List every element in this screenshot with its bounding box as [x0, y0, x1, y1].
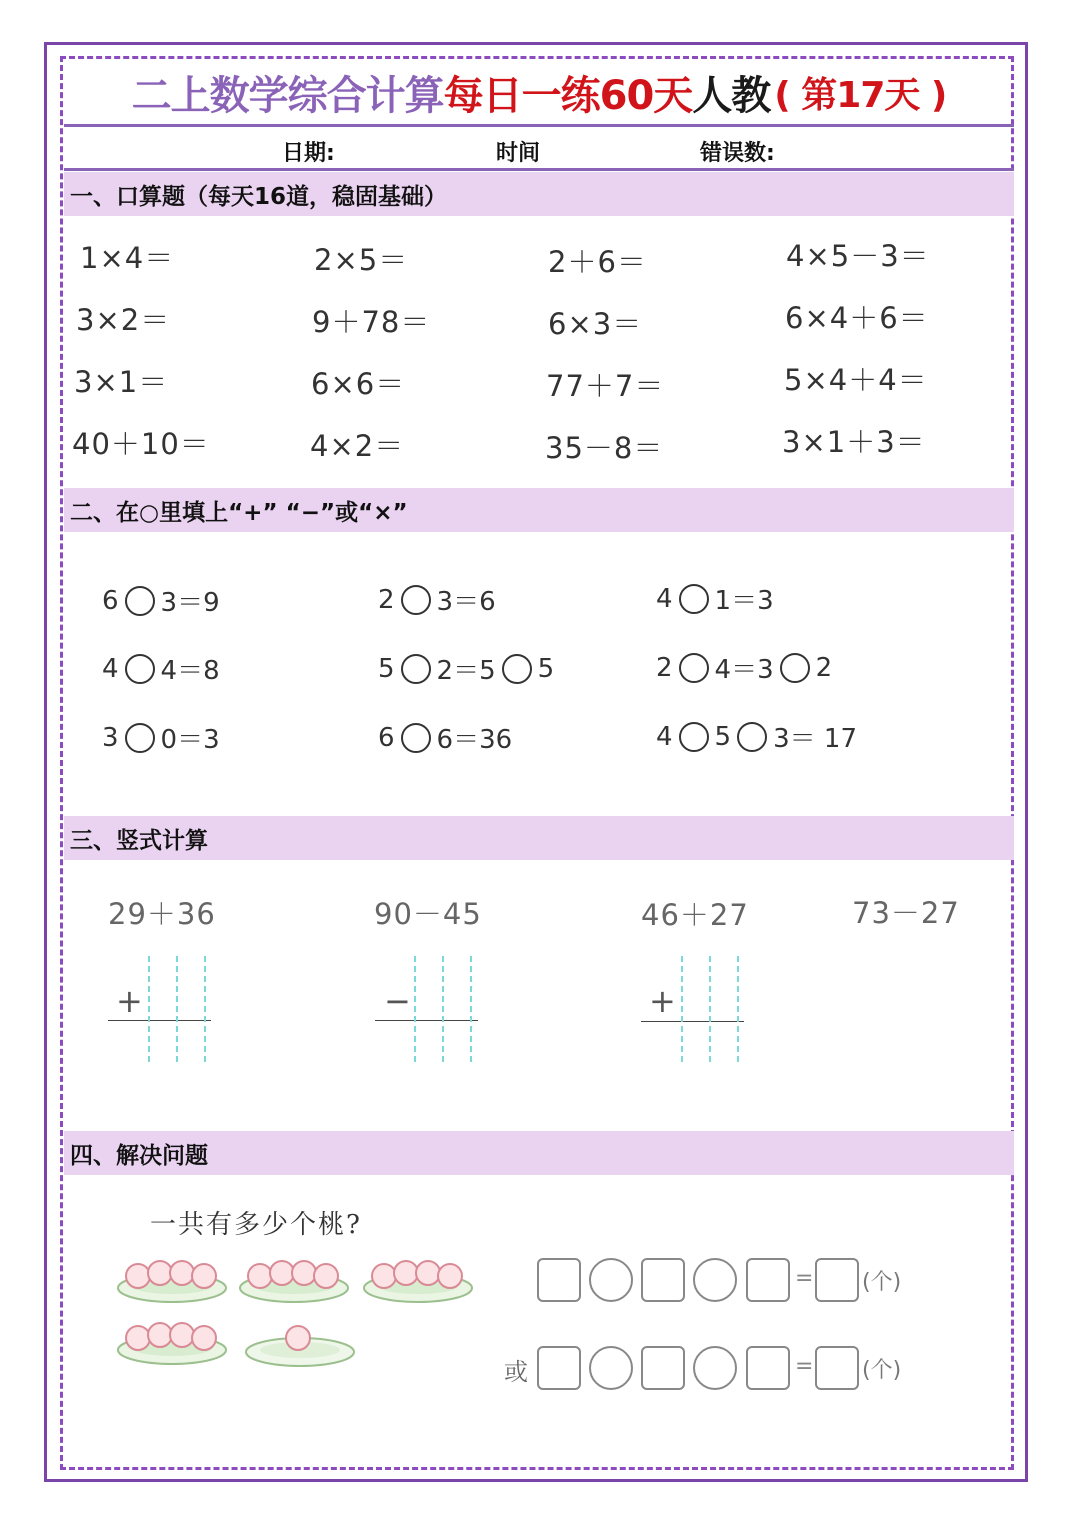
- equals-sign: =: [795, 1266, 814, 1291]
- operator-circle[interactable]: [401, 654, 431, 684]
- fill-item: [656, 580, 774, 617]
- fill-result: 3＝6: [436, 587, 496, 617]
- oral-item: 77＋7＝: [546, 369, 665, 403]
- answer-box[interactable]: [746, 1346, 790, 1390]
- operator-circle[interactable]: [401, 585, 431, 615]
- operator-circle[interactable]: [693, 1258, 737, 1302]
- section-4-header: 四、解决问题: [64, 1131, 1014, 1175]
- oral-item: 6×6＝: [311, 367, 406, 401]
- oral-item: 2×5＝: [314, 243, 409, 277]
- fill-item: [378, 719, 512, 756]
- oral-item: 4×5－3＝: [786, 239, 930, 273]
- operator-circle[interactable]: [125, 654, 155, 684]
- oral-item: 3×2＝: [76, 303, 171, 337]
- operator-circle[interactable]: [679, 653, 709, 683]
- minus-sign: −: [384, 982, 411, 1020]
- vertical-problem: 90－45: [374, 897, 482, 931]
- operator-circle[interactable]: [502, 654, 532, 684]
- answer-box[interactable]: [537, 1258, 581, 1302]
- digit-guide: [709, 956, 711, 1062]
- plus-sign: +: [649, 982, 676, 1020]
- answer-line: [641, 1021, 744, 1022]
- peach-plate-icon: [116, 1246, 228, 1306]
- fill-number: 4: [102, 653, 119, 684]
- digit-guide: [737, 956, 739, 1062]
- page-title: [64, 64, 1014, 120]
- answer-line: [375, 1020, 478, 1021]
- peach-plate-icon: [362, 1246, 474, 1306]
- oral-item: 40＋10＝: [72, 427, 210, 461]
- fill-item: [102, 582, 220, 619]
- section-3-header: 三、竖式计算: [64, 816, 1014, 860]
- fill-number: 2: [378, 584, 395, 615]
- oral-item: 6×3＝: [548, 307, 643, 341]
- fill-number: 5: [378, 653, 395, 684]
- fill-item: [656, 718, 857, 755]
- fill-item: [102, 650, 220, 687]
- result-box[interactable]: [815, 1346, 859, 1390]
- operator-circle[interactable]: [401, 723, 431, 753]
- title-day: ( 第17天 ): [774, 74, 947, 116]
- problem-question: 一共有多少个桃?: [150, 1210, 362, 1240]
- title-divider: [64, 124, 1014, 127]
- fill-number: 2: [815, 652, 833, 683]
- fill-number: 2: [656, 652, 673, 683]
- fill-result: 3＝9: [160, 588, 220, 618]
- oral-item: 3×1＋3＝: [782, 425, 926, 459]
- fill-number: 6: [378, 722, 395, 753]
- plus-sign: +: [116, 982, 143, 1020]
- digit-guide: [176, 956, 178, 1062]
- fill-item: [378, 650, 554, 687]
- section-2-header: 二、在○里填上“+” “−”或“×”: [64, 488, 1014, 532]
- oral-item: 35－8＝: [545, 431, 664, 465]
- operator-circle[interactable]: [693, 1346, 737, 1390]
- fill-result: 4＝3: [714, 655, 774, 685]
- fill-number: 3: [102, 722, 119, 753]
- peach-plate-icon: [238, 1246, 350, 1306]
- oral-item: 6×4＋6＝: [785, 301, 929, 335]
- operator-circle[interactable]: [125, 586, 155, 616]
- fill-item: [378, 581, 496, 618]
- fill-result: 1＝3: [714, 586, 774, 616]
- unit-label: (个): [862, 1270, 902, 1295]
- digit-guide: [442, 956, 444, 1062]
- title-part-2: 每日一练60天: [443, 72, 693, 119]
- fill-item: [102, 719, 220, 756]
- fill-number: 4: [656, 583, 673, 614]
- errors-label: 错误数:: [700, 141, 775, 166]
- answer-box[interactable]: [746, 1258, 790, 1302]
- fill-number: 5: [537, 653, 555, 684]
- fill-number: 6: [102, 585, 119, 616]
- oral-item: 1×4＝: [80, 241, 175, 275]
- fill-result: 0＝3: [160, 725, 220, 755]
- digit-guide: [470, 956, 472, 1062]
- fill-number: 4: [656, 721, 673, 752]
- vertical-problem: 46＋27: [641, 898, 749, 932]
- peach-plate-icon: [116, 1308, 228, 1368]
- info-divider: [64, 168, 1014, 171]
- equals-sign: =: [795, 1354, 814, 1379]
- or-label: 或: [504, 1358, 528, 1386]
- section-1-header: 一、口算题（每天16道，稳固基础）: [64, 172, 1014, 216]
- title-part-3: 人教: [692, 72, 771, 119]
- oral-item: 5×4＋4＝: [784, 363, 928, 397]
- fill-item: [656, 649, 832, 686]
- fill-result: 6＝36: [436, 725, 513, 755]
- answer-line: [108, 1020, 211, 1021]
- fill-result: 3＝ 17: [773, 724, 857, 754]
- vertical-problem: 29＋36: [108, 897, 216, 931]
- fill-result: 2＝5: [436, 656, 496, 686]
- operator-circle[interactable]: [737, 722, 767, 752]
- operator-circle[interactable]: [679, 722, 709, 752]
- unit-label: (个): [862, 1358, 902, 1383]
- operator-circle[interactable]: [589, 1346, 633, 1390]
- fill-result: 4＝8: [160, 656, 220, 686]
- vertical-problem: 73－27: [852, 896, 960, 930]
- fill-number: 5: [714, 721, 732, 752]
- answer-box[interactable]: [641, 1346, 685, 1390]
- operator-circle[interactable]: [589, 1258, 633, 1302]
- peach-plate-icon: [244, 1314, 356, 1370]
- oral-item: 4×2＝: [310, 429, 405, 463]
- operator-circle[interactable]: [679, 584, 709, 614]
- oral-item: 3×1＝: [74, 365, 169, 399]
- digit-guide: [204, 956, 206, 1062]
- digit-guide: [414, 956, 416, 1062]
- answer-box[interactable]: [641, 1258, 685, 1302]
- time-label: 时间: [496, 141, 541, 166]
- oral-item: 2＋6＝: [548, 245, 647, 279]
- oral-item: 9＋78＝: [312, 305, 431, 339]
- answer-box[interactable]: [537, 1346, 581, 1390]
- operator-circle[interactable]: [780, 653, 810, 683]
- digit-guide: [148, 956, 150, 1062]
- operator-circle[interactable]: [125, 723, 155, 753]
- digit-guide: [681, 956, 683, 1062]
- title-part-1: 二上数学综合计算: [131, 72, 444, 119]
- date-label: 日期:: [282, 141, 335, 166]
- result-box[interactable]: [815, 1258, 859, 1302]
